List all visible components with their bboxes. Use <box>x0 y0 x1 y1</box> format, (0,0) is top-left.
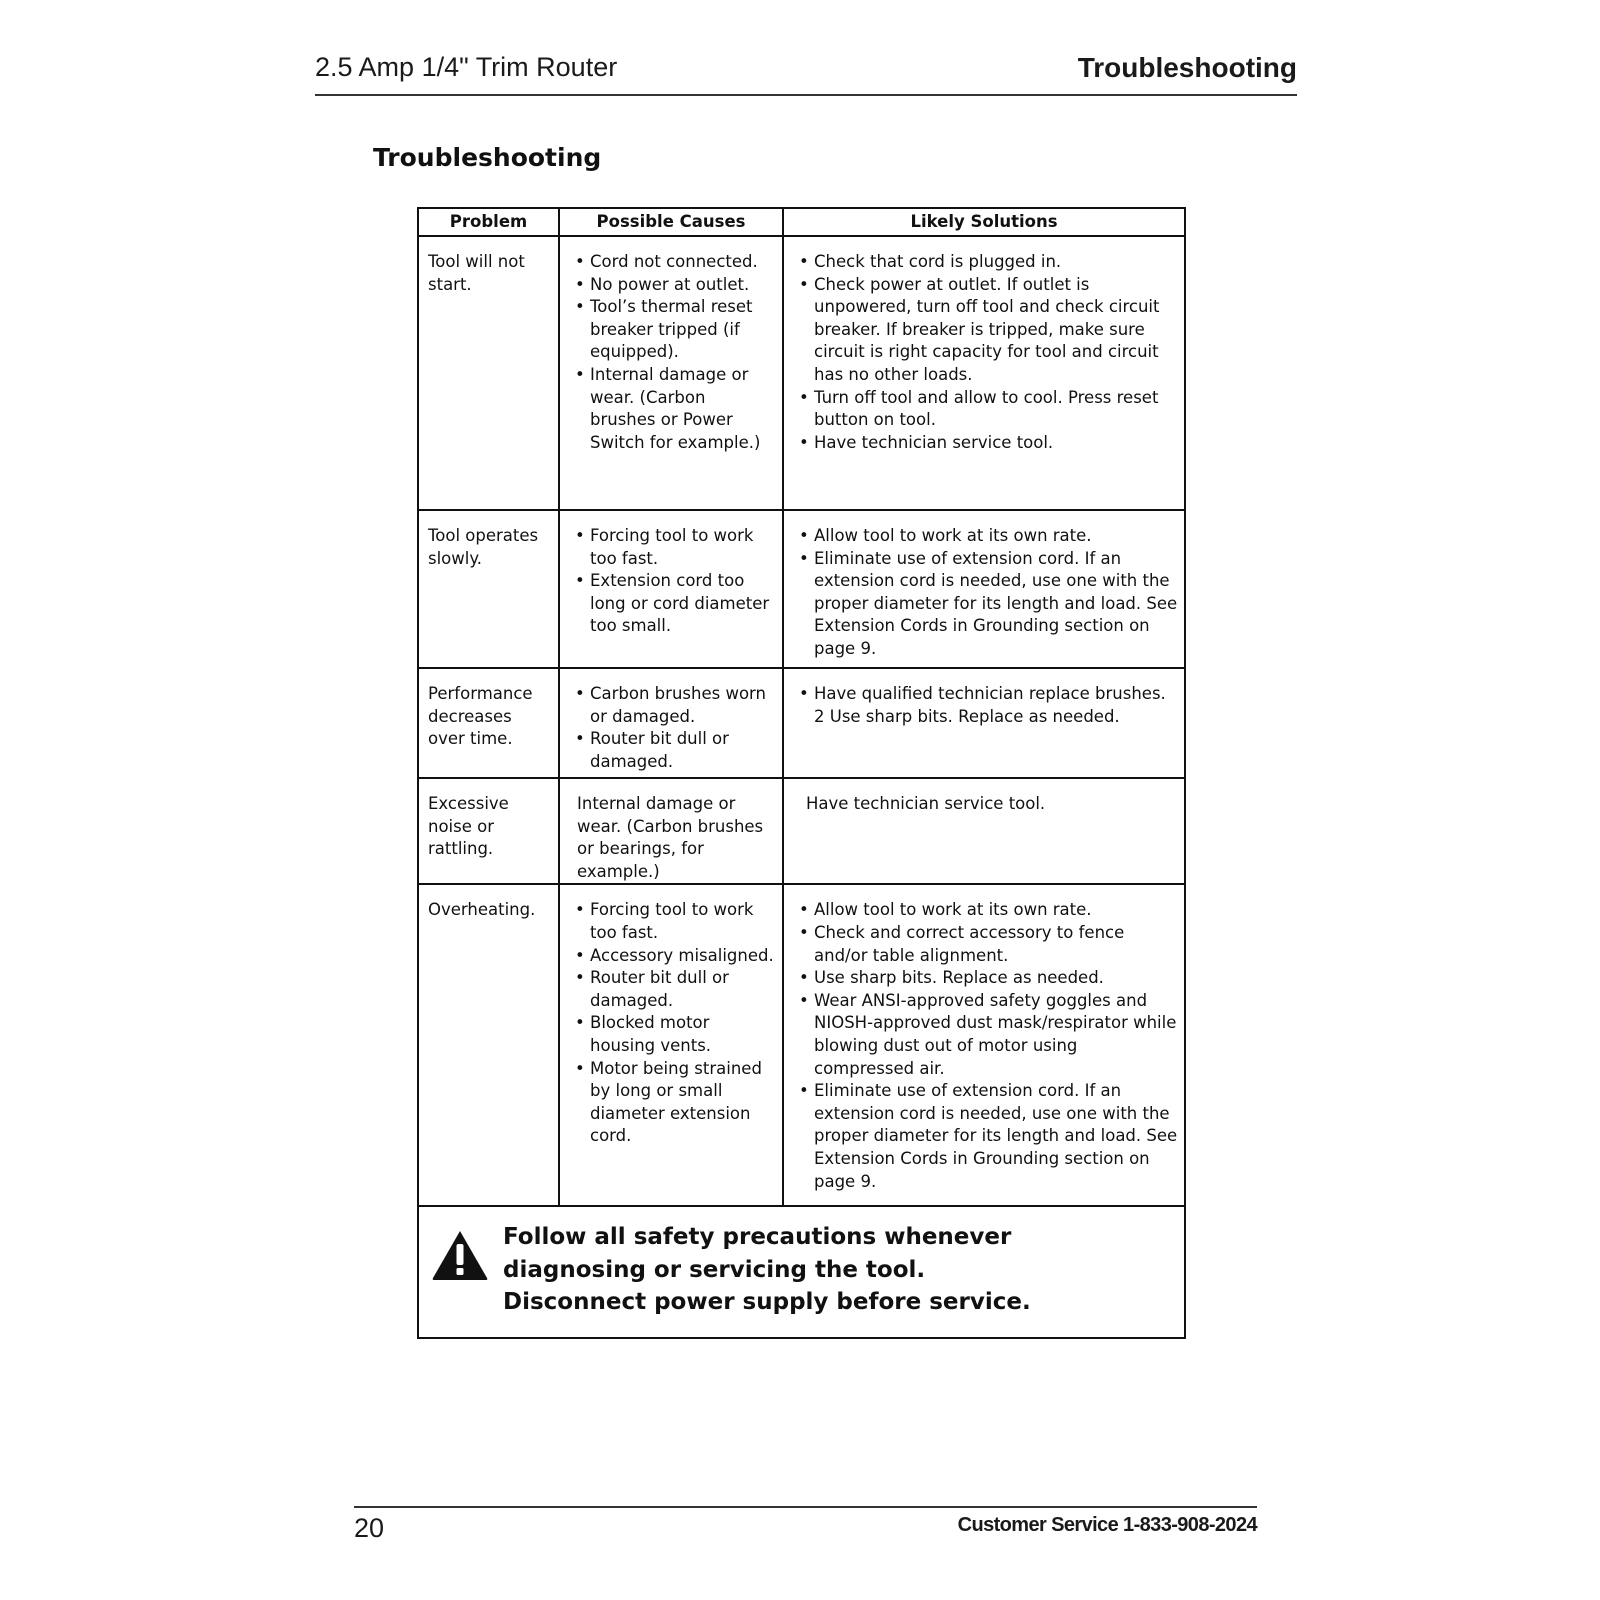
causes-list <box>575 683 776 773</box>
table-row <box>418 668 1185 778</box>
product-title: 2.5 Amp 1/4" Trim Router <box>315 52 618 82</box>
cause-item: • Router bit dull or damaged. <box>575 967 776 1012</box>
causes-cell <box>559 884 783 1206</box>
solutions-cell <box>783 510 1185 668</box>
cause-item: • Blocked motor housing vents. <box>575 1012 776 1057</box>
troubleshooting-table <box>417 207 1186 1339</box>
solution-item: • Use sharp bits. Replace as needed. <box>799 967 1178 990</box>
solutions-list <box>799 525 1178 661</box>
page-header <box>315 50 1297 96</box>
solution-item: • Eliminate use of extension cord. If an extension cord is needed, use one with the proper diameter for its length and load. See Extension Cords in Grounding section on page 9. <box>799 1080 1178 1193</box>
warning-line-2: Disconnect power supply before service. <box>503 1289 1031 1316</box>
column-header-problem: Problem <box>418 208 559 236</box>
warning-triangle-icon <box>431 1229 489 1281</box>
solution-item: • Turn off tool and allow to cool. Press reset button on tool. <box>799 387 1178 432</box>
warning-row <box>418 1206 1185 1338</box>
solutions-cell <box>783 668 1185 778</box>
problem-cell: Overheating. <box>418 884 559 1206</box>
table-row <box>418 778 1185 884</box>
warning-line-1: Follow all safety precautions whenever diagnosing or servicing the tool. <box>503 1224 1012 1283</box>
solutions-list <box>799 683 1178 728</box>
solution-item: • Allow tool to work at its own rate. <box>799 899 1178 922</box>
causes-cell <box>559 668 783 778</box>
cause-item: • Forcing tool to work too fast. <box>575 525 776 570</box>
column-header-possible-causes: Possible Causes <box>559 208 783 236</box>
solution-item: • Check power at outlet. If outlet is unpowered, turn off tool and check circuit breaker. If breaker is tripped, make sure circuit is right capacity for tool and circuit has no other loads. <box>799 274 1178 387</box>
cause-item: • Extension cord too long or cord diameter too small. <box>575 570 776 638</box>
solution-item: • Have technician service tool. <box>799 432 1178 455</box>
page-title: Troubleshooting <box>373 143 602 172</box>
problem-cell: Tool will not start. <box>418 236 559 510</box>
cause-item: • Accessory misaligned. <box>575 945 776 968</box>
page-number: 20 <box>354 1513 385 1543</box>
problem-cell: Performance decreases over time. <box>418 668 559 778</box>
cause-item: • Carbon brushes worn or damaged. <box>575 683 776 728</box>
causes-cell: Internal damage or wear. (Carbon brushes or bearings, for example.) <box>559 778 783 884</box>
solution-item: • Eliminate use of extension cord. If an extension cord is needed, use one with the proper diameter for its length and load. See Extension Cords in Grounding section on page 9. <box>799 548 1178 661</box>
solutions-list <box>799 251 1178 454</box>
cause-item: • Tool’s thermal reset breaker tripped (if equipped). <box>575 296 776 364</box>
customer-service-phone: Customer Service 1-833-908-2024 <box>957 1514 1257 1536</box>
solutions-cell: Have technician service tool. <box>783 778 1185 884</box>
solutions-cell <box>783 884 1185 1206</box>
table-header-row <box>418 208 1185 236</box>
cause-item: • Internal damage or wear. (Carbon brushes or Power Switch for example.) <box>575 364 776 454</box>
cause-item: • No power at outlet. <box>575 274 776 297</box>
causes-list <box>575 251 776 454</box>
cause-item: • Motor being strained by long or small diameter extension cord. <box>575 1058 776 1148</box>
cause-item: • Cord not connected. <box>575 251 776 274</box>
solutions-cell <box>783 236 1185 510</box>
cause-item: • Router bit dull or damaged. <box>575 728 776 773</box>
page-footer <box>354 1506 1257 1548</box>
table-row <box>418 884 1185 1206</box>
causes-cell <box>559 236 783 510</box>
section-label: Troubleshooting <box>1077 52 1297 83</box>
warning-box <box>418 1206 1185 1338</box>
causes-cell <box>559 510 783 668</box>
table-row <box>418 236 1185 510</box>
solution-item: • Have qualified technician replace brushes. 2 Use sharp bits. Replace as needed. <box>799 683 1178 728</box>
column-header-likely-solutions: Likely Solutions <box>783 208 1185 236</box>
problem-cell: Tool operates slowly. <box>418 510 559 668</box>
table-row <box>418 510 1185 668</box>
causes-list <box>575 899 776 1148</box>
solution-item: • Allow tool to work at its own rate. <box>799 525 1178 548</box>
solutions-list <box>799 899 1178 1193</box>
problem-cell: Excessive noise or rattling. <box>418 778 559 884</box>
cause-item: • Forcing tool to work too fast. <box>575 899 776 944</box>
solution-item: • Wear ANSI-approved safety goggles and NIOSH-approved dust mask/respirator while blowing dust out of motor using compressed air. <box>799 990 1178 1080</box>
causes-list <box>575 525 776 638</box>
solution-item: • Check and correct accessory to fence and/or table alignment. <box>799 922 1178 967</box>
warning-text <box>503 1221 1153 1319</box>
solution-item: • Check that cord is plugged in. <box>799 251 1178 274</box>
